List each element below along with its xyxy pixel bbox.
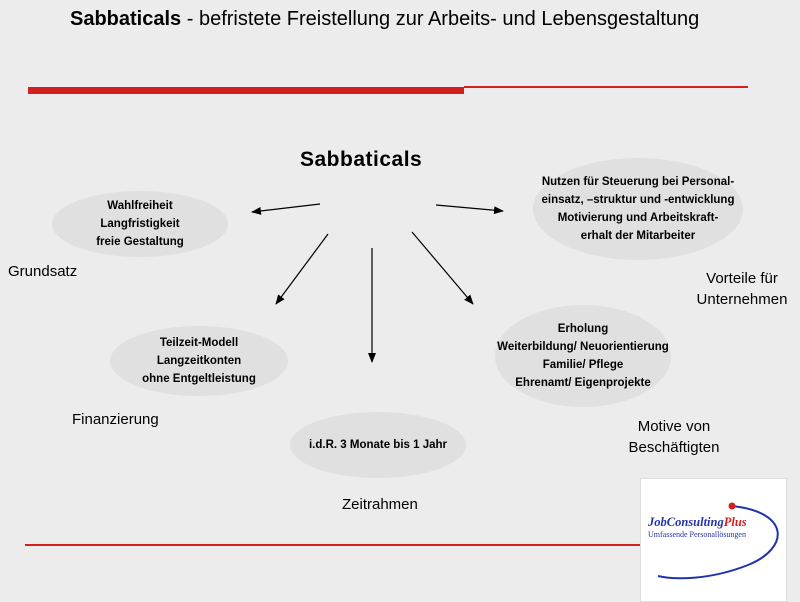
diagram-center-title: Sabbaticals: [300, 148, 423, 171]
logo-name-main: JobConsulting: [648, 515, 724, 529]
finanzierung-line: ohne Entgeltleistung: [142, 373, 256, 385]
vorteile-label-line: Vorteile für: [706, 270, 778, 287]
vorteile-line: einsatz, –struktur und -entwicklung: [541, 194, 735, 206]
finanzierung-label: Finanzierung: [72, 411, 159, 428]
zeitrahmen-label: Zeitrahmen: [342, 496, 418, 513]
vorteile-line: Motivierung und Arbeitskraft-: [557, 212, 719, 224]
zeitrahmen-line: i.d.R. 3 Monate bis 1 Jahr: [308, 439, 448, 451]
grundsatz-line: freie Gestaltung: [96, 236, 184, 248]
motive-line: Familie/ Pflege: [542, 359, 624, 371]
motive-label-line: Beschäftigten: [628, 439, 720, 456]
vorteile-line: erhalt der Mitarbeiter: [580, 230, 696, 242]
finanzierung-line: Teilzeit-Modell: [159, 337, 239, 349]
grundsatz-label: Grundsatz: [8, 263, 78, 280]
grundsatz-line: Wahlfreiheit: [107, 200, 173, 212]
finanzierung-line: Langzeitkonten: [156, 355, 242, 367]
logo-name: [648, 515, 747, 530]
motive-line: Erholung: [557, 323, 609, 335]
motive-line: Weiterbildung/ Neuorientierung: [497, 341, 669, 353]
logo-tagline: Umfassende Personallösungen: [648, 530, 746, 539]
page-title-bold: Sabbaticals: [70, 8, 182, 30]
motive-line: Ehrenamt/ Eigenprojekte: [515, 377, 651, 389]
grundsatz-line: Langfristigkeit: [100, 218, 180, 230]
vorteile-label-line: Unternehmen: [696, 291, 788, 308]
page-title-rest: - befristete Freistellung zur Arbeits- und Lebensgestaltung: [181, 8, 700, 30]
motive-label-line: Motive von: [637, 418, 711, 435]
logo-name-suffix: Plus: [723, 515, 747, 529]
vorteile-line: Nutzen für Steuerung bei Personal-: [541, 176, 735, 188]
